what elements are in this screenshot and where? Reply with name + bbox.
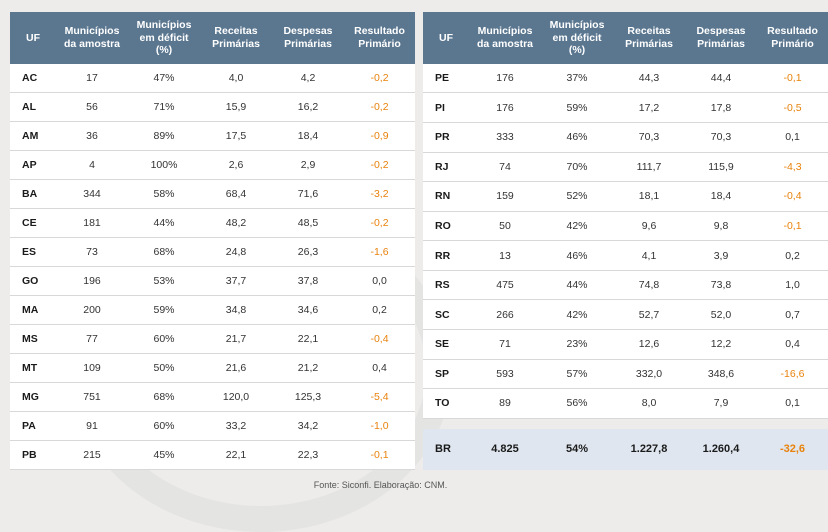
right-table-body [423, 64, 828, 470]
cell-receitas-primarias: 18,1 [613, 182, 685, 212]
cell-resultado-primario: -0,2 [344, 150, 415, 179]
table-row [10, 295, 415, 324]
left-table-body [10, 64, 415, 470]
cell-resultado-primario: -3,2 [344, 179, 415, 208]
cell-municipios-deficit: 60% [128, 411, 200, 440]
header-receitas-primarias: Receitas Primárias [200, 12, 272, 64]
cell-municipios-amostra: 89 [469, 389, 541, 419]
tables-container [10, 12, 818, 470]
cell-receitas-primarias: 15,9 [200, 92, 272, 121]
cell-uf: PB [10, 440, 56, 469]
cell-resultado-primario: -0,2 [344, 92, 415, 121]
cell-despesas-primarias: 4,2 [272, 64, 344, 93]
header-resultado-primario: Resultado Primário [344, 12, 415, 64]
cell-receitas-primarias: 12,6 [613, 329, 685, 359]
cell-uf: RJ [423, 152, 469, 182]
cell-receitas-primarias: 21,6 [200, 353, 272, 382]
cell-uf: ES [10, 237, 56, 266]
cell-despesas-primarias: 70,3 [685, 122, 757, 152]
cell-resultado-primario: 1,0 [757, 270, 828, 300]
cell-resultado-primario: 0,4 [757, 329, 828, 359]
cell-municipios-amostra: 200 [56, 295, 128, 324]
cell-despesas-primarias: 48,5 [272, 208, 344, 237]
cell-despesas-primarias: 73,8 [685, 270, 757, 300]
cell-municipios-amostra: 13 [469, 241, 541, 271]
cell-municipios-deficit: 70% [541, 152, 613, 182]
table-row [423, 270, 828, 300]
cell-receitas-primarias: 2,6 [200, 150, 272, 179]
cell-despesas-primarias: 348,6 [685, 359, 757, 389]
table-row [10, 411, 415, 440]
cell-uf: PA [10, 411, 56, 440]
cell-despesas-primarias: 34,6 [272, 295, 344, 324]
cell-municipios-amostra: 215 [56, 440, 128, 469]
cell-municipios-deficit: 42% [541, 211, 613, 241]
cell-receitas-primarias: 74,8 [613, 270, 685, 300]
cell-uf: PR [423, 122, 469, 152]
cell-resultado-primario: 0,2 [757, 241, 828, 271]
cell-despesas-primarias: 26,3 [272, 237, 344, 266]
cell-resultado-primario: -0,1 [757, 64, 828, 93]
right-table [423, 12, 828, 470]
cell-municipios-deficit: 89% [128, 121, 200, 150]
cell-resultado-primario: -4,3 [757, 152, 828, 182]
cell-resultado-primario: -0,2 [344, 64, 415, 93]
cell-receitas-primarias: 24,8 [200, 237, 272, 266]
cell-receitas-primarias: 68,4 [200, 179, 272, 208]
table-row [423, 359, 828, 389]
cell-uf: RS [423, 270, 469, 300]
cell-uf: AC [10, 64, 56, 93]
cell-uf: BR [423, 429, 469, 470]
cell-uf: TO [423, 389, 469, 419]
cell-receitas-primarias: 70,3 [613, 122, 685, 152]
table-row [10, 121, 415, 150]
cell-resultado-primario: -32,6 [757, 429, 828, 470]
cell-despesas-primarias: 125,3 [272, 382, 344, 411]
table-row [10, 266, 415, 295]
cell-municipios-deficit: 100% [128, 150, 200, 179]
cell-despesas-primarias: 44,4 [685, 64, 757, 93]
cell-municipios-deficit: 59% [541, 93, 613, 123]
cell-municipios-deficit: 60% [128, 324, 200, 353]
cell-municipios-amostra: 159 [469, 182, 541, 212]
table-row-total [423, 429, 828, 470]
cell-uf: SC [423, 300, 469, 330]
cell-municipios-deficit: 58% [128, 179, 200, 208]
cell-resultado-primario: -0,2 [344, 208, 415, 237]
cell-receitas-primarias: 52,7 [613, 300, 685, 330]
table-header-row [10, 12, 415, 64]
table-row [423, 122, 828, 152]
header-receitas-primarias: Receitas Primárias [613, 12, 685, 64]
cell-municipios-amostra: 17 [56, 64, 128, 93]
cell-resultado-primario: -16,6 [757, 359, 828, 389]
cell-receitas-primarias: 48,2 [200, 208, 272, 237]
table-row [10, 179, 415, 208]
cell-receitas-primarias: 44,3 [613, 64, 685, 93]
cell-municipios-deficit: 52% [541, 182, 613, 212]
cell-despesas-primarias: 22,1 [272, 324, 344, 353]
cell-municipios-deficit: 37% [541, 64, 613, 93]
cell-despesas-primarias: 18,4 [685, 182, 757, 212]
table-row [423, 211, 828, 241]
cell-receitas-primarias: 4,0 [200, 64, 272, 93]
right-table-head [423, 12, 828, 64]
cell-receitas-primarias: 9,6 [613, 211, 685, 241]
cell-resultado-primario: -5,4 [344, 382, 415, 411]
cell-receitas-primarias: 17,2 [613, 93, 685, 123]
cell-municipios-amostra: 475 [469, 270, 541, 300]
cell-municipios-amostra: 50 [469, 211, 541, 241]
table-row [10, 237, 415, 266]
cell-municipios-deficit: 54% [541, 429, 613, 470]
cell-municipios-amostra: 176 [469, 93, 541, 123]
cell-municipios-deficit: 42% [541, 300, 613, 330]
cell-despesas-primarias: 115,9 [685, 152, 757, 182]
cell-municipios-amostra: 74 [469, 152, 541, 182]
cell-municipios-deficit: 59% [128, 295, 200, 324]
cell-despesas-primarias: 2,9 [272, 150, 344, 179]
cell-receitas-primarias: 332,0 [613, 359, 685, 389]
cell-uf: SE [423, 329, 469, 359]
cell-municipios-deficit: 47% [128, 64, 200, 93]
cell-municipios-amostra: 593 [469, 359, 541, 389]
cell-despesas-primarias: 71,6 [272, 179, 344, 208]
cell-resultado-primario: 0,1 [757, 122, 828, 152]
cell-uf: MS [10, 324, 56, 353]
left-table-head [10, 12, 415, 64]
left-table [10, 12, 415, 470]
table-row [10, 150, 415, 179]
cell-despesas-primarias: 34,2 [272, 411, 344, 440]
header-uf: UF [423, 12, 469, 64]
cell-uf: AL [10, 92, 56, 121]
cell-receitas-primarias: 120,0 [200, 382, 272, 411]
cell-receitas-primarias: 8,0 [613, 389, 685, 419]
cell-municipios-amostra: 109 [56, 353, 128, 382]
table-row [10, 208, 415, 237]
header-uf: UF [10, 12, 56, 64]
cell-uf: RR [423, 241, 469, 271]
header-municipios-deficit: Municípios em déficit (%) [128, 12, 200, 64]
cell-municipios-deficit: 44% [541, 270, 613, 300]
cell-resultado-primario: -0,1 [757, 211, 828, 241]
cell-municipios-amostra: 56 [56, 92, 128, 121]
header-despesas-primarias: Despesas Primárias [272, 12, 344, 64]
table-header-row [423, 12, 828, 64]
cell-municipios-deficit: 50% [128, 353, 200, 382]
cell-municipios-amostra: 71 [469, 329, 541, 359]
table-row [423, 329, 828, 359]
cell-resultado-primario: -0,4 [757, 182, 828, 212]
cell-uf: RO [423, 211, 469, 241]
source-note: Fonte: Siconfi. Elaboração: CNM. [313, 479, 448, 490]
cell-receitas-primarias: 17,5 [200, 121, 272, 150]
cell-municipios-amostra: 196 [56, 266, 128, 295]
cell-resultado-primario: -0,1 [344, 440, 415, 469]
cell-resultado-primario: 0,2 [344, 295, 415, 324]
cell-despesas-primarias: 16,2 [272, 92, 344, 121]
cell-uf: PI [423, 93, 469, 123]
cell-despesas-primarias: 37,8 [272, 266, 344, 295]
header-municipios-deficit: Municípios em déficit (%) [541, 12, 613, 64]
cell-municipios-amostra: 4.825 [469, 429, 541, 470]
cell-resultado-primario: -1,6 [344, 237, 415, 266]
cell-receitas-primarias: 111,7 [613, 152, 685, 182]
cell-receitas-primarias: 1.227,8 [613, 429, 685, 470]
cell-resultado-primario: -0,4 [344, 324, 415, 353]
cell-municipios-deficit: 46% [541, 241, 613, 271]
cell-despesas-primarias: 7,9 [685, 389, 757, 419]
cell-municipios-deficit: 68% [128, 237, 200, 266]
table-row [10, 382, 415, 411]
cell-receitas-primarias: 37,7 [200, 266, 272, 295]
table-row [423, 389, 828, 419]
table-row [423, 93, 828, 123]
header-resultado-primario: Resultado Primário [757, 12, 828, 64]
cell-resultado-primario: -0,5 [757, 93, 828, 123]
cell-uf: SP [423, 359, 469, 389]
table-row [423, 152, 828, 182]
cell-municipios-amostra: 181 [56, 208, 128, 237]
cell-receitas-primarias: 21,7 [200, 324, 272, 353]
cell-despesas-primarias: 1.260,4 [685, 429, 757, 470]
table-row [10, 324, 415, 353]
cell-uf: CE [10, 208, 56, 237]
cell-municipios-deficit: 46% [541, 122, 613, 152]
table-row [10, 92, 415, 121]
header-municipios-amostra: Municípios da amostra [56, 12, 128, 64]
cell-municipios-deficit: 23% [541, 329, 613, 359]
cell-resultado-primario: 0,7 [757, 300, 828, 330]
cell-uf: MA [10, 295, 56, 324]
cell-municipios-deficit: 68% [128, 382, 200, 411]
cell-municipios-deficit: 57% [541, 359, 613, 389]
cell-municipios-amostra: 333 [469, 122, 541, 152]
cell-municipios-deficit: 56% [541, 389, 613, 419]
header-despesas-primarias: Despesas Primárias [685, 12, 757, 64]
cell-despesas-primarias: 12,2 [685, 329, 757, 359]
cell-resultado-primario: 0,0 [344, 266, 415, 295]
cell-municipios-deficit: 53% [128, 266, 200, 295]
cell-municipios-amostra: 176 [469, 64, 541, 93]
cell-municipios-amostra: 73 [56, 237, 128, 266]
header-municipios-amostra: Municípios da amostra [469, 12, 541, 64]
cell-municipios-deficit: 71% [128, 92, 200, 121]
table-spacer-row [423, 418, 828, 429]
cell-uf: MT [10, 353, 56, 382]
cell-resultado-primario: 0,1 [757, 389, 828, 419]
table-row [423, 241, 828, 271]
cell-municipios-amostra: 91 [56, 411, 128, 440]
table-row [10, 440, 415, 469]
cell-uf: RN [423, 182, 469, 212]
cell-uf: PE [423, 64, 469, 93]
cell-municipios-amostra: 344 [56, 179, 128, 208]
cell-uf: BA [10, 179, 56, 208]
cell-municipios-deficit: 45% [128, 440, 200, 469]
cell-uf: GO [10, 266, 56, 295]
cell-receitas-primarias: 22,1 [200, 440, 272, 469]
table-row [423, 64, 828, 93]
cell-resultado-primario: -0,9 [344, 121, 415, 150]
table-spacer-cell [423, 418, 828, 429]
table-row [423, 182, 828, 212]
cell-resultado-primario: -1,0 [344, 411, 415, 440]
cell-municipios-deficit: 44% [128, 208, 200, 237]
cell-municipios-amostra: 266 [469, 300, 541, 330]
table-row [10, 353, 415, 382]
cell-uf: AM [10, 121, 56, 150]
cell-despesas-primarias: 9,8 [685, 211, 757, 241]
cell-despesas-primarias: 3,9 [685, 241, 757, 271]
cell-municipios-amostra: 751 [56, 382, 128, 411]
cell-municipios-amostra: 36 [56, 121, 128, 150]
cell-uf: AP [10, 150, 56, 179]
cell-despesas-primarias: 22,3 [272, 440, 344, 469]
cell-despesas-primarias: 18,4 [272, 121, 344, 150]
cell-receitas-primarias: 33,2 [200, 411, 272, 440]
table-row [10, 64, 415, 93]
cell-municipios-amostra: 4 [56, 150, 128, 179]
cell-despesas-primarias: 17,8 [685, 93, 757, 123]
table-row [423, 300, 828, 330]
cell-resultado-primario: 0,4 [344, 353, 415, 382]
cell-despesas-primarias: 52,0 [685, 300, 757, 330]
cell-receitas-primarias: 4,1 [613, 241, 685, 271]
cell-receitas-primarias: 34,8 [200, 295, 272, 324]
cell-municipios-amostra: 77 [56, 324, 128, 353]
cell-uf: MG [10, 382, 56, 411]
cell-despesas-primarias: 21,2 [272, 353, 344, 382]
